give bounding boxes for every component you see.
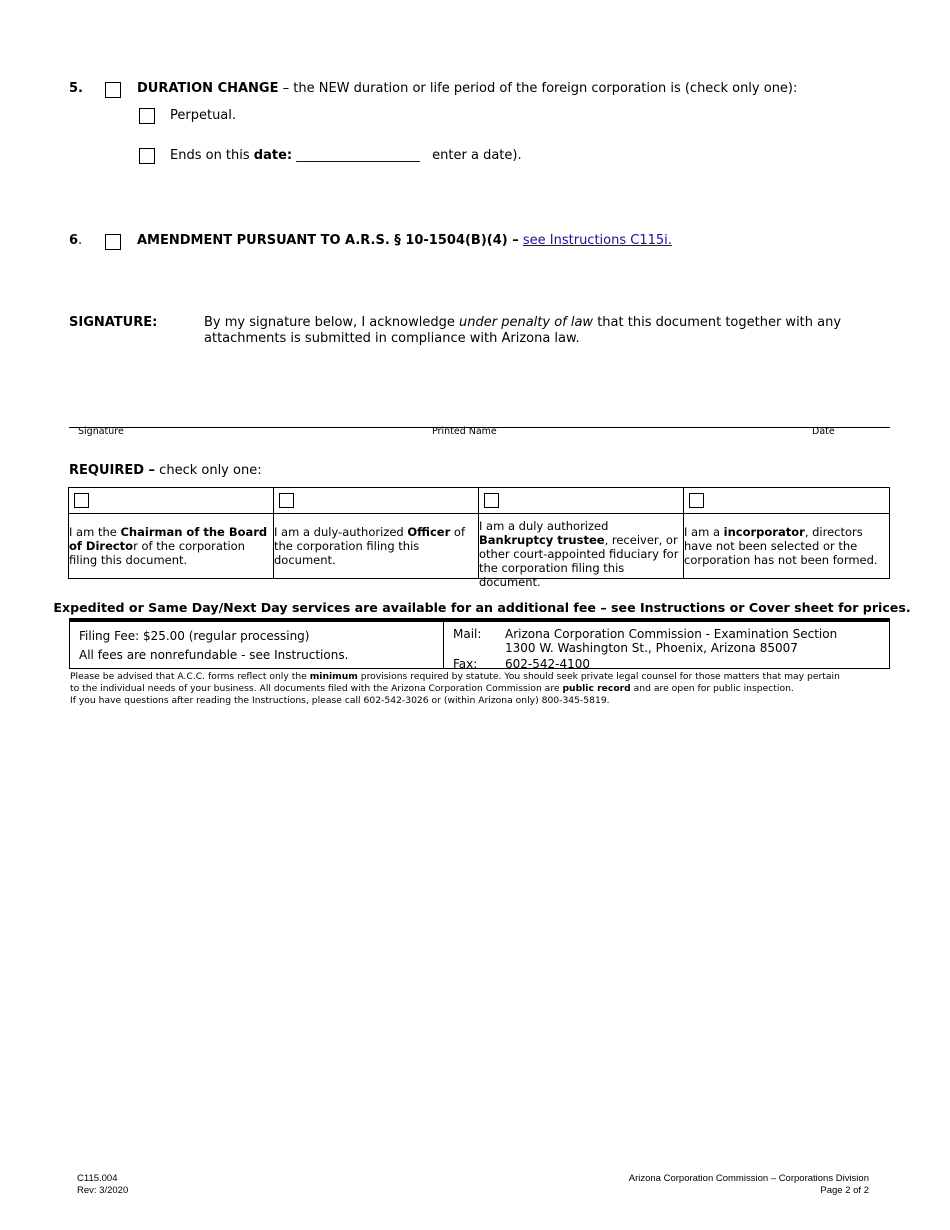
mail-address-line-2: 1300 W. Washington St., Phoenix, Arizona 85007 <box>505 641 798 655</box>
form-number: C115.004 <box>77 1173 118 1184</box>
signature-label: SIGNATURE: <box>69 315 158 330</box>
section-5-number: 5. <box>69 81 83 96</box>
date-caption: Date <box>812 426 835 437</box>
required-label: REQUIRED – check only one: <box>69 463 262 478</box>
expedited-notice: Expedited or Same Day/Next Day services are available for an additional fee – see Instructions or Cover sheet for prices. <box>53 600 911 615</box>
notice-line-3: If you have questions after reading the Instructions, please call 602-542-3026 or (within Arizona only) 800-345-5819. <box>70 695 610 706</box>
filing-fee: Filing Fee: $25.00 (regular processing) <box>79 629 310 643</box>
signature-statement: By my signature below, I acknowledge under penalty of law that this document together with any attachments is submitted in compliance with Arizona law. <box>204 315 842 346</box>
chairman-checkbox[interactable] <box>74 493 89 508</box>
ends-on-date-checkbox[interactable] <box>139 148 155 164</box>
required-options-table <box>68 487 890 589</box>
form-revision: Rev: 3/2020 <box>77 1184 129 1196</box>
nonrefundable-note: All fees are nonrefundable - see Instructions. <box>79 648 349 662</box>
fax-label: Fax: <box>453 657 478 671</box>
section-5-heading: DURATION CHANGE – the NEW duration or life period of the foreign corporation is (check only one): <box>137 81 798 96</box>
fee-info-box <box>69 618 890 669</box>
notice-line-1: Please be advised that A.C.C. forms reflect only the minimum provisions required by statute. You should seek private legal counsel for those matters that may pertain <box>70 671 840 682</box>
officer-text: I am a duly-authorized Officer of the corporation filing this document. <box>274 525 465 567</box>
bankruptcy-trustee-checkbox[interactable] <box>484 493 499 508</box>
option-chairman <box>69 488 274 578</box>
incorporator-checkbox[interactable] <box>689 493 704 508</box>
officer-checkbox[interactable] <box>279 493 294 508</box>
incorporator-text: I am a incorporator, directors have not been selected or the corporation has not been formed. <box>684 525 878 567</box>
option-incorporator <box>684 488 889 578</box>
mail-address-line-1: Arizona Corporation Commission - Examination Section <box>505 627 838 641</box>
fax-number: 602-542-4100 <box>505 657 591 671</box>
page-number: Page 2 of 2 <box>820 1184 869 1196</box>
footer-form-info <box>77 1173 128 1196</box>
perpetual-checkbox[interactable] <box>139 108 155 124</box>
instructions-link[interactable]: see Instructions C115i. <box>522 233 672 248</box>
end-date-field[interactable]: ___________________ <box>296 148 420 163</box>
mail-label: Mail: <box>453 627 482 641</box>
agency-name: Arizona Corporation Commission – Corporations Division <box>628 1173 869 1184</box>
perpetual-label: Perpetual. <box>170 108 237 123</box>
option-bankruptcy-trustee <box>479 488 684 589</box>
duration-change-checkbox[interactable] <box>105 82 121 98</box>
amendment-checkbox[interactable] <box>105 234 121 250</box>
option-officer <box>274 488 479 578</box>
fee-box-divider <box>443 622 444 669</box>
footer-agency-info <box>629 1173 869 1196</box>
printed-name-caption: Printed Name <box>432 426 497 437</box>
bankruptcy-trustee-text: I am a duly authorized Bankruptcy trustee, receiver, or other court-appointed fiduciary for the corporation filing this document. <box>479 519 679 589</box>
section-6-heading: AMENDMENT PURSUANT TO A.R.S. § 10-1504(B)(4) – see Instructions C115i. <box>137 233 672 248</box>
section-6-number: 6. <box>69 233 83 248</box>
ends-on-date-label: Ends on this date: ___________________ enter a date). <box>170 148 522 163</box>
chairman-text: I am the Chairman of the Board of Director of the corporation filing this document. <box>69 525 268 567</box>
notice-line-2: to the individual needs of your business. All documents filed with the Arizona Corporation Commission are public record and are open for public inspection. <box>70 683 794 694</box>
signature-caption: Signature <box>78 426 124 437</box>
